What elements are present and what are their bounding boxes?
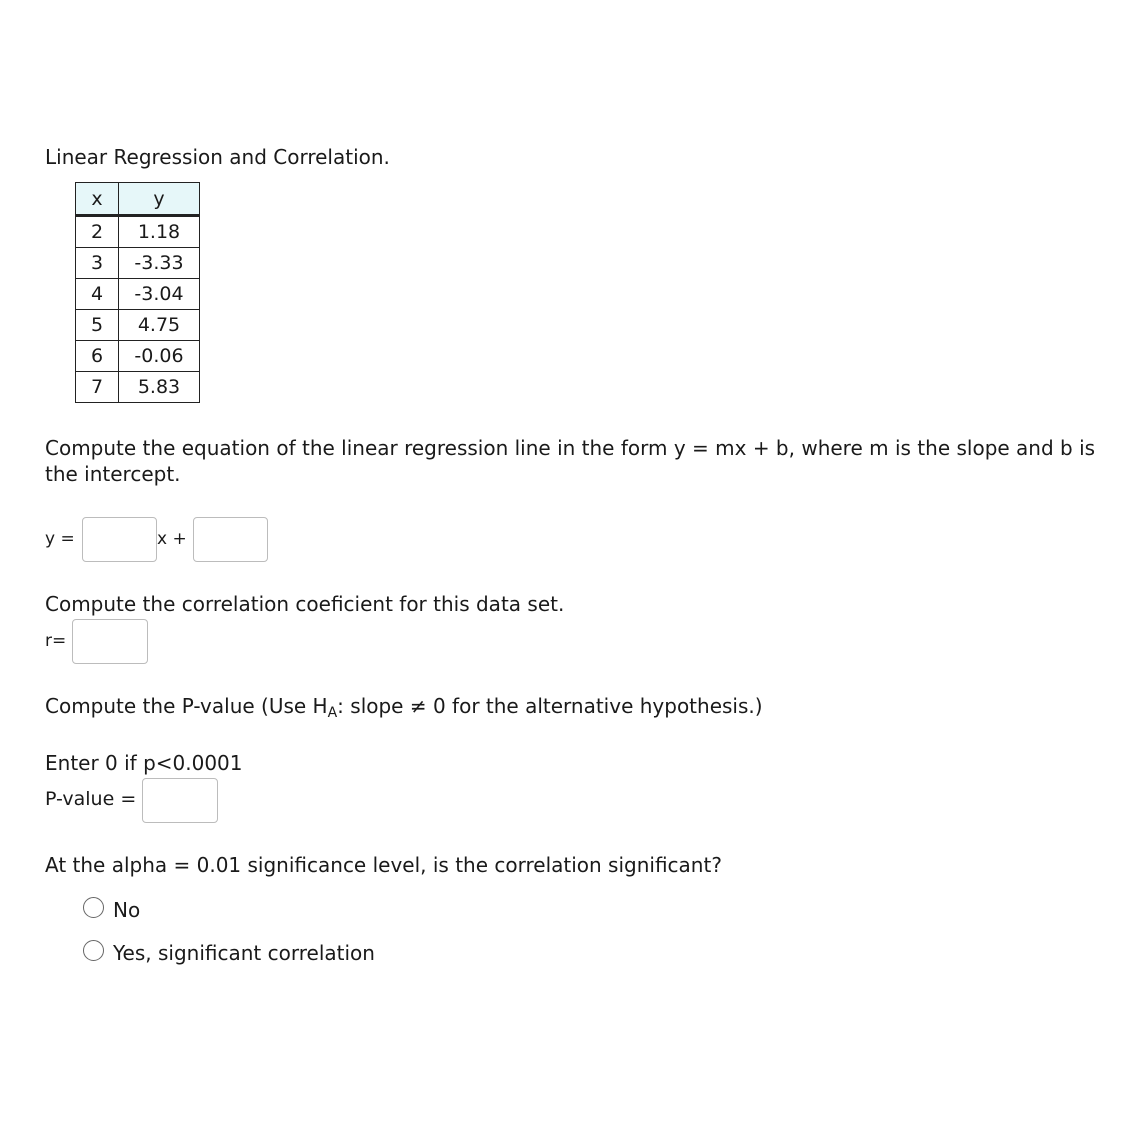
data-table: [75, 182, 200, 403]
option-yes[interactable]: [83, 939, 403, 969]
radio-yes[interactable]: [83, 940, 104, 961]
column-header-x: x: [76, 183, 119, 216]
table-cell-x: 3: [76, 248, 119, 279]
table-row: [76, 372, 200, 403]
r-equals-label: r=: [45, 631, 67, 651]
option-yes-label: Yes, significant correlation: [113, 941, 375, 965]
slope-input[interactable]: [82, 517, 157, 562]
table-cell-y: 1.18: [119, 216, 200, 248]
table-header-row: [76, 183, 200, 216]
table-row: [76, 310, 200, 341]
table-cell-x: 4: [76, 279, 119, 310]
pvalue-note: Enter 0 if p<0.0001: [45, 751, 243, 775]
pvalue-label: P-value =: [45, 788, 137, 810]
intercept-input[interactable]: [193, 517, 268, 562]
radio-no[interactable]: [83, 897, 104, 918]
regression-prompt: Compute the equation of the linear regression line in the form y = mx + b, where m is the slope and b is the intercept.: [45, 436, 1096, 486]
table-row: [76, 216, 200, 248]
table-cell-x: 6: [76, 341, 119, 372]
pvalue-prompt-after: : slope ≠ 0 for the alternative hypothesis.): [337, 694, 763, 718]
table-row: [76, 341, 200, 372]
correlation-prompt: Compute the correlation coeficient for this data set.: [45, 592, 565, 616]
table-cell-y: -3.33: [119, 248, 200, 279]
option-no[interactable]: [83, 896, 243, 926]
y-equals-label: y =: [45, 529, 75, 549]
pvalue-prompt-sub: A: [327, 705, 338, 721]
table-cell-x: 2: [76, 216, 119, 248]
significance-prompt: At the alpha = 0.01 significance level, is the correlation significant?: [45, 853, 722, 877]
correlation-input[interactable]: [72, 619, 148, 664]
pvalue-prompt-before: Compute the P-value (Use H: [45, 694, 328, 718]
pvalue-prompt: [45, 693, 763, 719]
table-cell-y: -0.06: [119, 341, 200, 372]
table-cell-x: 7: [76, 372, 119, 403]
table-row: [76, 248, 200, 279]
option-no-label: No: [113, 898, 141, 922]
column-header-y: y: [119, 183, 200, 216]
table-cell-x: 5: [76, 310, 119, 341]
pvalue-input[interactable]: [142, 778, 218, 823]
table-cell-y: 4.75: [119, 310, 200, 341]
x-plus-label: x +: [157, 529, 187, 549]
table-cell-y: -3.04: [119, 279, 200, 310]
table-row: [76, 279, 200, 310]
table-cell-y: 5.83: [119, 372, 200, 403]
page-title: Linear Regression and Correlation.: [45, 145, 390, 169]
